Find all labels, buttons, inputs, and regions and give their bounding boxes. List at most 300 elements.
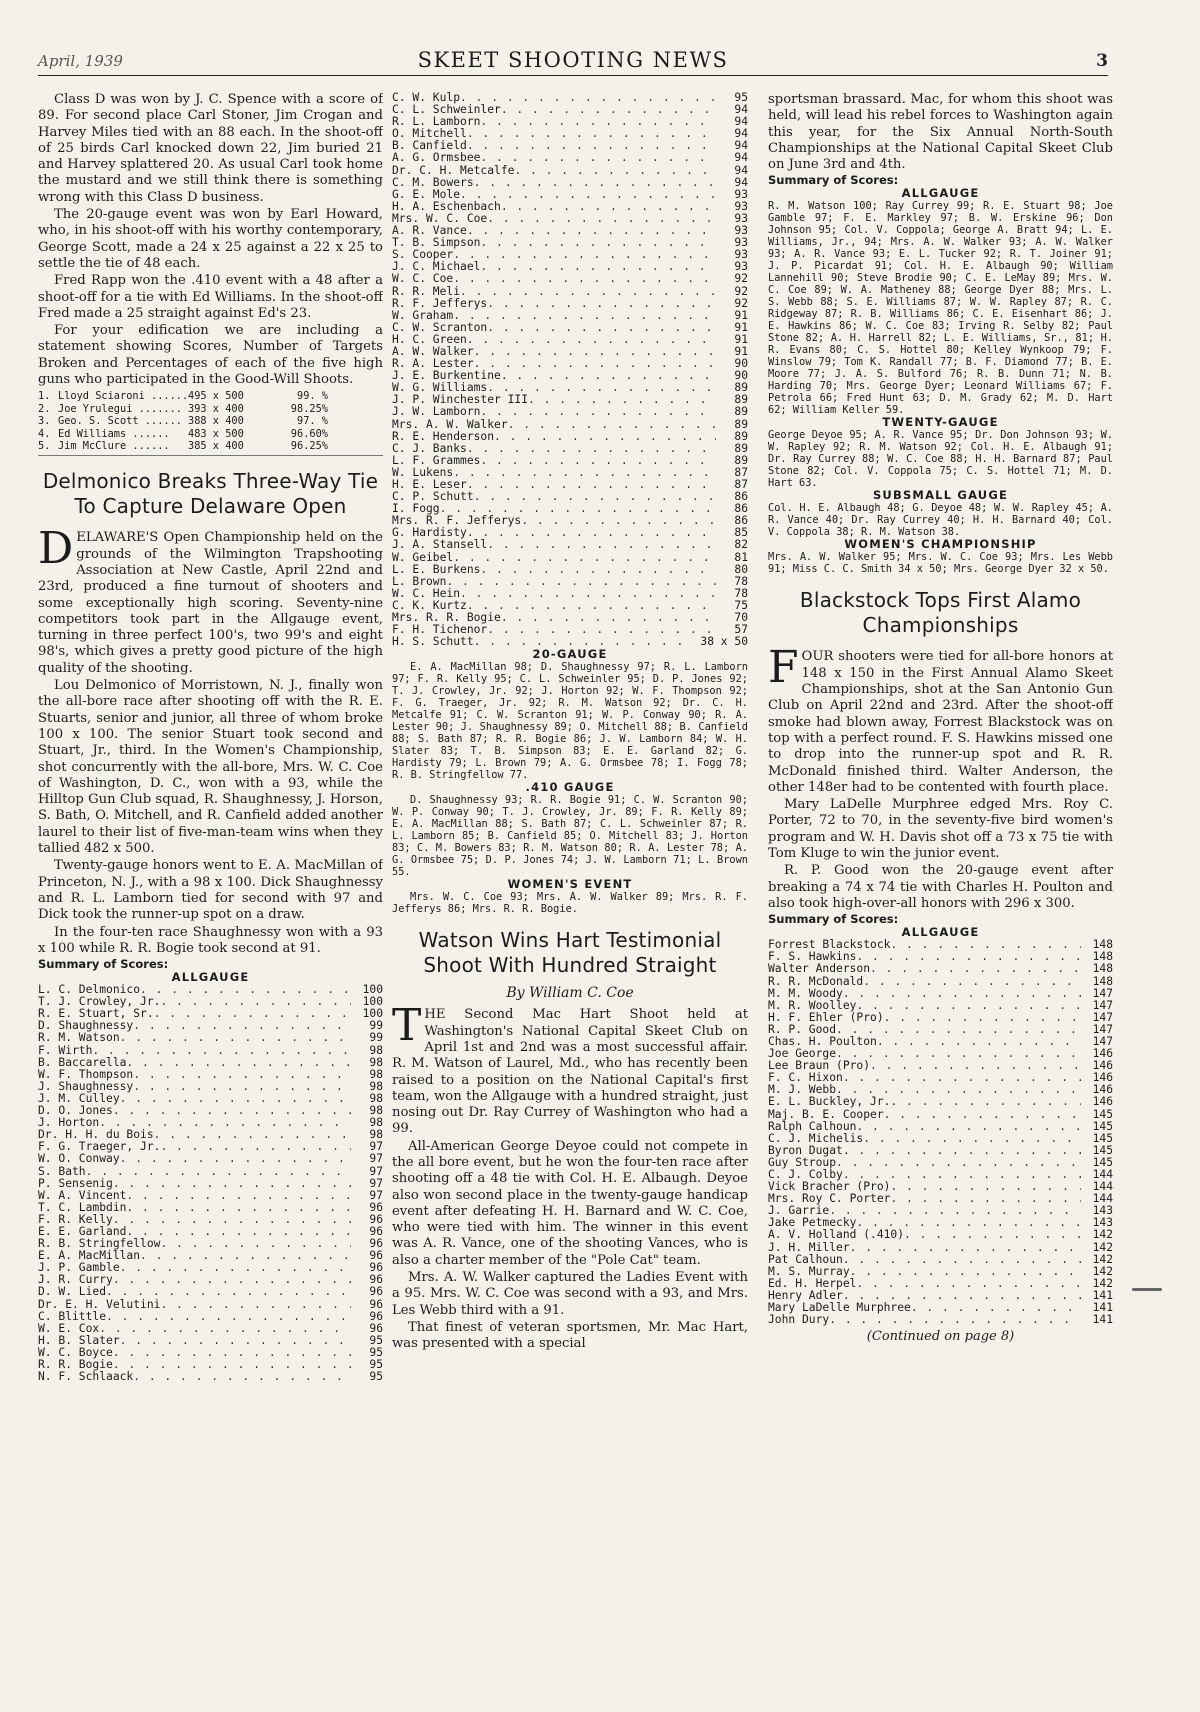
shooter-name: L. C. Delmonico — [38, 983, 141, 997]
shooter-name: T. C. Lambdin — [38, 1200, 127, 1214]
leader-dots — [843, 1072, 1081, 1084]
ladies-event-paragraph: Mrs. A. W. Walker captured the Ladies Event with a 95. Mrs. W. C. Coe was second with a 93, and Mrs. Les Webb third with a 91. — [392, 1270, 748, 1318]
page-header — [38, 46, 1108, 76]
leader-dots — [863, 1133, 1081, 1145]
leader-dots — [92, 1045, 351, 1057]
shooter-score: 145 — [1092, 1107, 1113, 1121]
shooter-name: B. Baccarella — [38, 1055, 127, 1069]
leader-dots — [113, 1274, 351, 1286]
shooter-name: A. V. Holland (.410) — [768, 1228, 905, 1242]
summary-heading: Summary of Scores: — [768, 912, 899, 927]
score-row — [392, 491, 748, 503]
shooter-score: 98 — [369, 1091, 383, 1105]
shooter-score: 96 — [369, 1261, 383, 1275]
shooter-score: 146 — [1092, 1059, 1113, 1073]
leader-dots — [843, 1145, 1081, 1157]
shooter-score: 148 — [1092, 938, 1113, 952]
shooter-name: F. Wirth — [38, 1043, 93, 1057]
hart-allgauge-results: R. M. Watson 100; Ray Currey 99; R. E. Stuart 98; Joe Gamble 97; F. E. Markley 97; B. W. Erskine 96; Don Johnson 95; Col. V. Coppola; George A. Bratt 94; L. E. Williams, Jr., 94; Mrs. A. W. Walker 93; A. W. Walker 93; A. R. Vance 93; E. L. Tucker 92; R. T. Joiner 91; J. P. Picardat 91; Col. H. E. Albaugh 90; William Lannehill 90; Steve Brodie 90; C. E. LeMay 89; Mrs. W. C. Coe 89; W. A. Matheney 88; George Dyer 88; Mrs. L. S. Webb 88; S. E. Williams 87; W. W. Rapley 87; R. C. Ridgeway 87; R. B. Williams 86; C. E. Eisenhart 86; J. E. Hawkins 86; W. C. Coe 83; Irving R. Selby 82; Paul Stone 82; A. H. Harrell 82; L. E. Williams, Sr., 81; H. R. Evans 80; C. S. Hottel 80; Kelley Wynkoop 79; F. Winslow 79; Tom K. Randall 77; B. F. Diamond 77; B. E. Moore 77; J. A. S. Bulford 76; R. B. Dunn 71; N. B. Harding 70; Mrs. George Dyer; Leonard Williams 67; F. Petrola 66; Fred Hunt 63; D. M. Grady 62; M. D. Hart 62; William Keller 59. — [768, 200, 1113, 417]
shooter-name: O. Mitchell — [392, 127, 467, 141]
shooter-score: 89 — [734, 393, 748, 407]
leader-dots — [870, 963, 1081, 975]
leader-dots — [113, 1347, 351, 1359]
publication-title: SKEET SHOOTING NEWS — [417, 48, 729, 72]
score-row — [392, 431, 748, 443]
shooter-name: C. J. Michelis — [768, 1131, 864, 1145]
shooter-score: 97 — [369, 1164, 383, 1178]
percentage: 99. % — [297, 390, 328, 403]
shooter-name: I. Fogg — [392, 502, 440, 516]
shooter-name: W. O. Conway — [38, 1152, 120, 1166]
score-row — [38, 1371, 383, 1383]
shooter-name: R. E. Henderson — [392, 429, 495, 443]
allgauge-heading: ALLGAUGE — [901, 186, 980, 201]
shooter-score: 98 — [369, 1055, 383, 1069]
shooter-score: 95 — [369, 1370, 383, 1384]
score-row — [392, 286, 748, 298]
shooter-name: Guy Stroup — [768, 1155, 837, 1169]
shooter-name: Ed. H. Herpel — [768, 1276, 857, 1290]
alamo-article — [768, 642, 1113, 796]
shooter-score: 97 — [369, 1188, 383, 1202]
four-ten-paragraph: In the four-ten race Shaughnessy won with a 93 x 100 while R. R. Bogie took second at 91. — [38, 924, 383, 956]
shooter-score: 96 — [369, 1249, 383, 1263]
score-row — [392, 152, 748, 164]
shooter-score: 96 — [369, 1321, 383, 1335]
shooter-score: 94 — [734, 163, 748, 177]
shooter-name: C. J. Banks — [392, 441, 467, 455]
leader-dots — [829, 1205, 1081, 1217]
goodwill-table — [38, 390, 383, 452]
leader-dots — [843, 988, 1081, 1000]
shooter-score: 100 — [362, 995, 383, 1009]
shooter-score: 146 — [1092, 1095, 1113, 1109]
leader-dots — [487, 322, 716, 334]
shooter-name: G. E. Mole — [392, 187, 461, 201]
shooter-name: Jake Petmecky — [768, 1216, 857, 1230]
shooter-name: Mary LaDelle Murphree — [768, 1301, 911, 1315]
divider — [38, 455, 383, 456]
goodwill-row — [38, 390, 383, 402]
410-paragraph: Fred Rapp won the .410 event with a 48 after a shoot-off for a tie with Ed Williams. In the shoot-off Fred made a 25 straight against Ed's 23. — [38, 273, 383, 321]
shooter-score: 92 — [734, 284, 748, 298]
shooter-name: Ralph Calhoun — [768, 1119, 857, 1133]
shooter-name: Vick Bracher (Pro) — [768, 1180, 891, 1194]
shooter-score: 147 — [1092, 1010, 1113, 1024]
shooter-score: 141 — [1092, 1288, 1113, 1302]
leader-dots — [106, 1286, 351, 1298]
shooter-score: 96 — [369, 1237, 383, 1251]
shooter-score: 38 x 50 — [700, 635, 748, 649]
womens-championship-results: Mrs. A. W. Walker 95; Mrs. W. C. Coe 93; Mrs. Les Webb 91; Miss C. C. Smith 34 x 50; Mrs. George Dyer 32 x 50. — [768, 551, 1113, 576]
shooter-score: 96 — [369, 1309, 383, 1323]
leader-dots — [467, 140, 716, 152]
shooter-name: N. F. Schlaack — [38, 1370, 134, 1384]
shooter-score: 143 — [1092, 1204, 1113, 1218]
shooter-name: H. A. Eschenbach — [392, 199, 501, 213]
shooter-score: 95 — [369, 1333, 383, 1347]
shooter-name: Mrs. R. F. Jefferys — [392, 514, 522, 528]
shooter-name: Mrs. W. C. Coe — [392, 211, 488, 225]
shooter-name: D. W. Lied — [38, 1285, 107, 1299]
score-row — [392, 539, 748, 551]
shooter-name: Jim McClure ...... — [58, 439, 170, 452]
leader-dots — [467, 443, 716, 455]
shooter-score: 86 — [734, 490, 748, 504]
leader-dots — [154, 1008, 351, 1020]
delmonico-paragraph: Lou Delmonico of Morristown, N. J., finally won the all-bore race after shooting off with the R. E. Stuarts, senior and junior, all three of whom broke 100 x 100. The senior Stuart took second and Stuart, Jr., third. In the Women's Championship, shot concurrently with the all-bore, Mrs. W. C. Coe of Washington, D. C., won with a 93, while the Hilltop Gun Club squad, R. Shaughnessy, J. Horson, S. Bath, O. Mitchell, and R. Canfield added another laurel to their list of five-man-team wins when they tallied 482 x 500. — [38, 678, 383, 857]
shooter-score: 97 — [369, 1176, 383, 1190]
shooter-score: 89 — [734, 417, 748, 431]
leader-dots — [140, 1250, 351, 1262]
leader-dots — [877, 1036, 1081, 1048]
shooter-name: W. A. Vincent — [38, 1188, 127, 1202]
shooter-score: 148 — [1092, 974, 1113, 988]
score-row — [768, 1000, 1113, 1012]
shooter-name: Ed Williams ...... — [58, 427, 170, 440]
score-row — [392, 552, 748, 564]
shooter-name: Henry Adler — [768, 1288, 843, 1302]
shooter-score: 147 — [1092, 1034, 1113, 1048]
subsmall-gauge-results: Col. H. E. Albaugh 48; G. Deyoe 48; W. W. Rapley 45; A. R. Vance 40; Dr. Ray Currey 40; H. H. Barnard 40; Col. V. Coppola 38; R. M. Watson 38. — [768, 502, 1113, 539]
leader-dots — [86, 1166, 351, 1178]
shooter-score: 94 — [734, 139, 748, 153]
headline-delmonico: Delmonico Breaks Three-Way Tie To Capture Delaware Open — [42, 469, 379, 519]
shooter-score: 141 — [1092, 1313, 1113, 1327]
leader-dots — [140, 984, 351, 996]
column-3 — [768, 92, 1113, 1692]
leader-dots — [850, 1242, 1081, 1254]
shooter-score: 142 — [1092, 1276, 1113, 1290]
shooter-score: 94 — [734, 103, 748, 117]
shooter-score: 98 — [369, 1043, 383, 1057]
shooter-score: 91 — [734, 320, 748, 334]
womens-event-results: Mrs. W. C. Coe 93; Mrs. A. W. Walker 89; Mrs. R. F. Jefferys 86; Mrs. R. R. Bogie. — [392, 891, 748, 916]
score-row — [392, 419, 748, 431]
score-row — [768, 1229, 1113, 1241]
shooter-score: 90 — [734, 357, 748, 371]
summary-heading: Summary of Scores: — [38, 957, 169, 972]
shooter-score: 94 — [734, 115, 748, 129]
shooter-score: 147 — [1092, 998, 1113, 1012]
score-row — [38, 1178, 383, 1190]
score-row — [392, 443, 748, 455]
shooter-name: R. A. Lester — [392, 357, 474, 371]
leader-dots — [467, 527, 716, 539]
shooter-score: 86 — [734, 502, 748, 516]
shooter-score: 89 — [734, 405, 748, 419]
shooter-score: 96 — [369, 1224, 383, 1238]
score-row — [768, 963, 1113, 975]
shooter-name: E. A. MacMillan — [38, 1249, 141, 1263]
leader-dots — [829, 1314, 1081, 1326]
shooter-name: W. F. Thompson — [38, 1067, 134, 1081]
delaware-score-list — [38, 984, 383, 1383]
leader-dots — [160, 996, 351, 1008]
shooter-name: A. W. Walker — [392, 344, 474, 358]
leader-dots — [487, 298, 716, 310]
leader-dots — [850, 1266, 1081, 1278]
leader-dots — [154, 1129, 351, 1141]
continued-note: (Continued on page 8) — [866, 1329, 1015, 1345]
leader-dots — [106, 1311, 351, 1323]
shooter-name: Mrs. Roy C. Porter — [768, 1192, 891, 1206]
shooter-score: 87 — [734, 465, 748, 479]
leader-dots — [487, 213, 716, 225]
shooter-score: 147 — [1092, 986, 1113, 1000]
byline: By William C. Coe — [506, 985, 634, 1002]
page-number: 3 — [1096, 51, 1108, 71]
leader-dots — [126, 1190, 351, 1202]
shooter-name: W. C. Boyce — [38, 1345, 113, 1359]
rank: 4. — [38, 427, 51, 440]
delaware-article — [38, 523, 383, 677]
shooter-score: 86 — [734, 514, 748, 528]
score-row — [38, 1190, 383, 1202]
leader-dots — [453, 467, 716, 479]
shooter-name: B. Canfield — [392, 139, 467, 153]
score-row — [768, 1314, 1113, 1326]
leader-dots — [856, 951, 1081, 963]
targets-broken: 483 x 500 — [188, 427, 244, 440]
leader-dots — [460, 286, 716, 298]
shooter-name: H. F. Ehler (Pro) — [768, 1010, 884, 1024]
leader-dots — [133, 1020, 351, 1032]
shooter-name: H. E. Leser — [392, 478, 467, 491]
leader-dots — [480, 237, 716, 249]
shooter-score: 145 — [1092, 1155, 1113, 1169]
leader-dots — [856, 1000, 1081, 1012]
shooter-name: R. B. Stringfellow — [38, 1237, 161, 1251]
leader-dots — [113, 1178, 351, 1190]
shooter-score: 87 — [734, 478, 748, 491]
shooter-name: Dr. H. H. du Bois — [38, 1128, 154, 1142]
score-row — [38, 1311, 383, 1323]
shooter-name: Forrest Blackstock — [768, 938, 891, 952]
shooter-name: F. G. Traeger, Jr. — [38, 1140, 161, 1154]
shooter-score: 98 — [369, 1128, 383, 1142]
leader-dots — [890, 1181, 1081, 1193]
shooter-score: 98 — [369, 1079, 383, 1093]
shooter-name: F. S. Hawkins — [768, 950, 857, 964]
twenty-gauge-heading: 20-GAUGE — [532, 647, 608, 662]
shooter-name: J. W. Lamborn — [392, 405, 481, 419]
leader-dots — [113, 1105, 351, 1117]
leader-dots — [863, 976, 1081, 988]
leader-dots — [120, 1032, 351, 1044]
leader-dots — [126, 1226, 351, 1238]
shooter-name: E. E. Garland — [38, 1224, 127, 1238]
leader-dots — [160, 1238, 351, 1250]
good-paragraph: R. P. Good won the 20-gauge event after breaking a 74 x 74 tie with Charles H. Poulton and also took high-over-all honors with 296 x 300. — [768, 863, 1113, 911]
score-row — [38, 1166, 383, 1178]
drop-cap: T — [392, 1000, 422, 1052]
shooter-name: W. G. Williams — [392, 381, 488, 395]
shooter-score: 89 — [734, 429, 748, 443]
shooter-name: F. C. Hixon — [768, 1071, 843, 1085]
score-row — [38, 1153, 383, 1165]
twenty-gauge-paragraph: The 20-gauge event was won by Earl Howard, who, in his shoot-off with his worthy contemporary, George Scott, made a 24 x 25 against a 22 x 25 to settle the tie of 48 each. — [38, 207, 383, 271]
drop-cap: D — [38, 523, 74, 575]
shooter-score: 142 — [1092, 1252, 1113, 1266]
score-row — [38, 1057, 383, 1069]
leader-dots — [160, 1141, 351, 1153]
shooter-score: 146 — [1092, 1071, 1113, 1085]
column-1 — [38, 92, 383, 1692]
class-d-paragraph: Class D was won by J. C. Spence with a score of 89. For second place Carl Stoner, Jim Crogan and Harvey Miles tied with an 88 each. In the shoot-off of 25 birds Carl knocked down 22, Jim buried 21 and Harvey splattered 20. As usual Carl took home the mustard and we still think there is something wrong with this Class D business. — [38, 92, 383, 205]
shooter-score: 148 — [1092, 962, 1113, 976]
shooter-name: C. W. Kulp — [392, 92, 461, 104]
leader-dots — [113, 1214, 351, 1226]
shooter-name: Chas. H. Poulton — [768, 1034, 877, 1048]
leader-dots — [467, 334, 716, 346]
shooter-score: 99 — [369, 1031, 383, 1045]
410-gauge-results: D. Shaughnessy 93; R. R. Bogie 91; C. W. Scranton 90; W. P. Conway 90; T. J. Crowley, Jr. 89; F. R. Kelly 89; E. A. MacMillan 88; S. Bath 87; C. L. Schweinler 87; R. L. Lamborn 85; B. Canfield 85; O. Mitchell 83; J. Horton 83; C. M. Bowers 83; R. M. Watson 80; R. A. Lester 78; A. G. Ormsbee 75; D. P. Jones 74; J. W. Lamborn 71; L. Brown 55. — [392, 794, 748, 879]
shooter-score: 80 — [734, 562, 748, 576]
shooter-name: C. J. Colby — [768, 1168, 843, 1182]
score-row — [768, 1121, 1113, 1133]
shooter-score: 94 — [734, 175, 748, 189]
watson-lead-paragraph: THE Second Mac Hart Shoot held at Washington's National Capital Skeet Club on April 1st and 2nd was a most successful affair. R. M. Watson of Laurel, Md., who has recently been raised to a position on the National Capital's first team, won the Allgauge with a hundred straight, just nosing out Dr. Ray Currey of Washington who had a 99. — [392, 1000, 748, 1137]
leader-dots — [480, 152, 716, 164]
shooter-score: 75 — [734, 598, 748, 612]
shooter-score: 78 — [734, 574, 748, 588]
leader-dots — [911, 1302, 1081, 1314]
shooter-score: 89 — [734, 453, 748, 467]
goodwill-row — [38, 428, 383, 440]
shooter-score: 91 — [734, 344, 748, 358]
shooter-name: John Dury — [768, 1313, 830, 1327]
leader-dots — [856, 1278, 1081, 1290]
leader-dots — [836, 1048, 1081, 1060]
shooter-score: 92 — [734, 272, 748, 286]
womens-event-heading: WOMEN'S EVENT — [507, 877, 633, 892]
shooter-score: 57 — [734, 623, 748, 637]
shooter-name: R. L. Lamborn — [392, 115, 481, 129]
shooter-name: A. R. Vance — [392, 224, 467, 238]
column-2 — [392, 92, 748, 1692]
rank: 3. — [38, 415, 51, 428]
shooter-name: J. P. Gamble — [38, 1261, 120, 1275]
shooter-name: G. Hardisty — [392, 526, 467, 540]
shooter-name: M. M. Woody — [768, 986, 843, 1000]
shooter-name: Lee Braun (Pro) — [768, 1059, 871, 1073]
shooter-name: J. C. Michael — [392, 260, 481, 274]
shooter-name: J. E. Burkentine — [392, 369, 501, 383]
alamo-score-list — [768, 939, 1113, 1326]
shooter-score: 93 — [734, 236, 748, 250]
leader-dots — [480, 406, 716, 418]
targets-broken: 388 x 400 — [188, 415, 244, 428]
shooter-score: 94 — [734, 151, 748, 165]
leader-dots — [501, 370, 716, 382]
leader-dots — [494, 431, 716, 443]
shooter-name: S. Bath — [38, 1164, 86, 1178]
goodwill-row — [38, 440, 383, 452]
shooter-name: Dr. E. H. Velutini — [38, 1297, 161, 1311]
shooter-score: 97 — [369, 1152, 383, 1166]
shooter-name: Mrs. A. W. Walker — [392, 417, 508, 431]
percentage: 97. % — [297, 415, 328, 428]
leader-dots — [870, 1060, 1081, 1072]
leader-dots — [126, 1202, 351, 1214]
score-row — [768, 1109, 1113, 1121]
issue-date: April, 1939 — [38, 52, 123, 70]
leader-dots — [904, 1229, 1081, 1241]
shooter-name: J. Garrie — [768, 1204, 830, 1218]
shooter-score: 98 — [369, 1104, 383, 1118]
leader-dots — [133, 1081, 351, 1093]
shooter-score: 78 — [734, 586, 748, 600]
twenty-gauge-heading: TWENTY-GAUGE — [882, 415, 999, 430]
leader-dots — [133, 1371, 351, 1383]
410-gauge-heading: .410 GAUGE — [525, 780, 615, 795]
shooter-score: 148 — [1092, 950, 1113, 964]
shooter-score: 146 — [1092, 1047, 1113, 1061]
shooter-name: L. Brown — [392, 574, 447, 588]
score-row — [768, 988, 1113, 1000]
shooter-name: T. J. Crowley, Jr. — [38, 995, 161, 1009]
shooter-name: C. L. Schweinler — [392, 103, 501, 117]
shooter-score: 70 — [734, 611, 748, 625]
shooter-name: Mrs. R. R. Bogie — [392, 611, 501, 625]
shooter-score: 90 — [734, 369, 748, 383]
shooter-name: J. Shaughnessy — [38, 1079, 134, 1093]
targets-broken: 385 x 400 — [188, 439, 244, 452]
leader-dots — [120, 1093, 351, 1105]
shooter-name: Joe George — [768, 1047, 837, 1061]
score-row — [38, 1045, 383, 1057]
shooter-score: 100 — [362, 983, 383, 997]
leader-dots — [843, 1254, 1081, 1266]
alamo-lead-paragraph: FOUR shooters were tied for all-bore honors at 148 x 150 in the First Annual Alamo Skeet Championships, shot at the San Antonio Gun Club on April 22nd and 23rd. After the shoot-off smoke had blown away, Forrest Blackstock was on top with a perfect round. F. S. Hawkins missed one to drop into the runner-up spot and R. R. McDonald finished third. Walter Anderson, the other 148er had to be contented with fourth place. — [768, 642, 1113, 795]
leader-dots — [480, 116, 716, 128]
shooter-name: H. B. Slater — [38, 1333, 120, 1347]
leader-dots — [113, 1359, 351, 1371]
shooter-name: R. R. Meli — [392, 284, 461, 298]
leader-dots — [884, 1012, 1081, 1024]
leader-dots — [474, 177, 716, 189]
shooter-name: M. R. Woolley — [768, 998, 857, 1012]
shooter-name: R. F. Jefferys — [392, 296, 488, 310]
score-row — [768, 1096, 1113, 1108]
shooter-name: T. B. Simpson — [392, 236, 481, 250]
shooter-name: Pat Calhoun — [768, 1252, 843, 1266]
shooter-score: 145 — [1092, 1143, 1113, 1157]
shooter-score: 85 — [734, 526, 748, 540]
margin-mark — [1132, 1288, 1162, 1291]
shooter-score: 95 — [734, 92, 748, 104]
shooter-name: J. H. Miller — [768, 1240, 850, 1254]
shooter-name: M. S. Murray — [768, 1264, 850, 1278]
shooter-score: 92 — [734, 296, 748, 310]
percentage: 96.25% — [290, 439, 328, 452]
shooter-score: 96 — [369, 1273, 383, 1287]
shooter-name: W. Lukens — [392, 465, 454, 479]
leader-dots — [890, 939, 1081, 951]
leader-dots — [120, 1153, 351, 1165]
targets-broken: 393 x 400 — [188, 402, 244, 415]
shooter-name: J. M. Culley — [38, 1091, 120, 1105]
leader-dots — [528, 394, 716, 406]
leader-dots — [480, 261, 716, 273]
leader-dots — [453, 273, 716, 285]
leader-dots — [514, 165, 716, 177]
shooter-score: 142 — [1092, 1228, 1113, 1242]
shooter-score: 144 — [1092, 1192, 1113, 1206]
score-row — [768, 976, 1113, 988]
shooter-score: 82 — [734, 538, 748, 552]
